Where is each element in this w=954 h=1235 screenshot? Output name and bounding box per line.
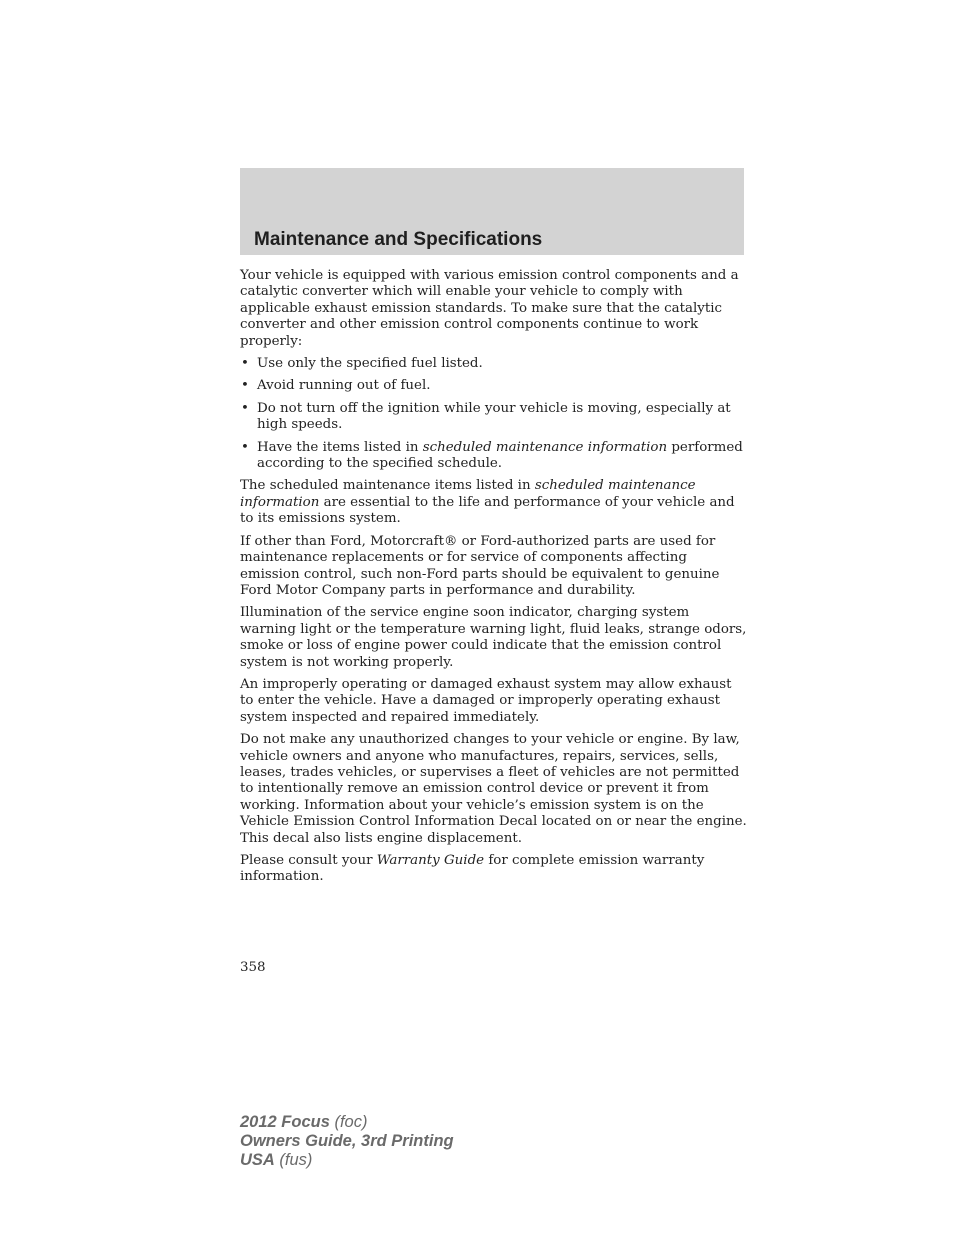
list-item: • Avoid running out of fuel. <box>241 378 431 394</box>
bullet-icon: • <box>241 378 249 394</box>
exhaust-paragraph: An improperly operating or damaged exhaust system may allow exhaust to enter the vehicle. Have a damaged or improperly operating exhaust system inspected and repaired immediately. <box>240 676 732 725</box>
warranty-paragraph: Please consult your Warranty Guide for complete emission warranty information. <box>240 853 705 885</box>
body-text <box>240 268 748 892</box>
list-item: • Have the items listed in scheduled maintenance information performed according to the specified schedule. <box>241 439 743 472</box>
italic-reference: Warranty Guide <box>376 853 485 868</box>
scheduled-maintenance-paragraph: The scheduled maintenance items listed in scheduled maintenance information are essential to the life and performance of your vehicle and to its emissions system. <box>240 478 735 527</box>
italic-reference: scheduled maintenance information <box>422 439 668 455</box>
bullet-icon: • <box>241 400 249 416</box>
page-number: 358 <box>240 960 266 975</box>
illumination-paragraph: Illumination of the service engine soon indicator, charging system warning light or the temperature warning light, fluid leaks, strange odors, smoke or loss of engine power could indicate that the emission control system is not working properly. <box>240 605 747 670</box>
footer-line: USA (fus) <box>240 1151 313 1169</box>
footer-line: Owners Guide, 3rd Printing <box>240 1132 454 1150</box>
list-item: • Use only the specified fuel listed. <box>241 356 483 372</box>
intro-paragraph: Your vehicle is equipped with various emission control components and a catalytic converter which will enable your vehicle to comply with applicable exhaust emission standards. To make sure that the catalytic converter and other emission control components continue to work properly: <box>240 268 739 349</box>
bullet-icon: • <box>241 356 249 372</box>
footer-line: 2012 Focus (foc) <box>240 1113 368 1131</box>
section-title: Maintenance and Specifications <box>254 229 543 250</box>
italic-reference: scheduled maintenance information <box>240 478 696 510</box>
section-header-band <box>240 168 744 255</box>
document-footer <box>240 1113 454 1170</box>
list-item: • Do not turn off the ignition while your vehicle is moving, especially at high speeds. <box>241 400 731 433</box>
unauthorized-changes-paragraph: Do not make any unauthorized changes to your vehicle or engine. By law, vehicle owners and anyone who manufactures, repairs, services, sells, leases, trades vehicles, or supervises a fleet of vehicles are not permitted to intentionally remove an emission control device or prevent it from working. Information about your vehicle’s emission system is on the Vehicle Emission Control Information Decal located on or near the engine. This decal also lists engine displacement. <box>240 732 747 846</box>
bullet-list <box>240 356 748 472</box>
parts-paragraph: If other than Ford, Motorcraft® or Ford-authorized parts are used for maintenance replacements or for service of components affecting emission control, such non-Ford parts should be equivalent to genuine Ford Motor Company parts in performance and durability. <box>240 533 720 598</box>
bullet-icon: • <box>241 439 249 455</box>
